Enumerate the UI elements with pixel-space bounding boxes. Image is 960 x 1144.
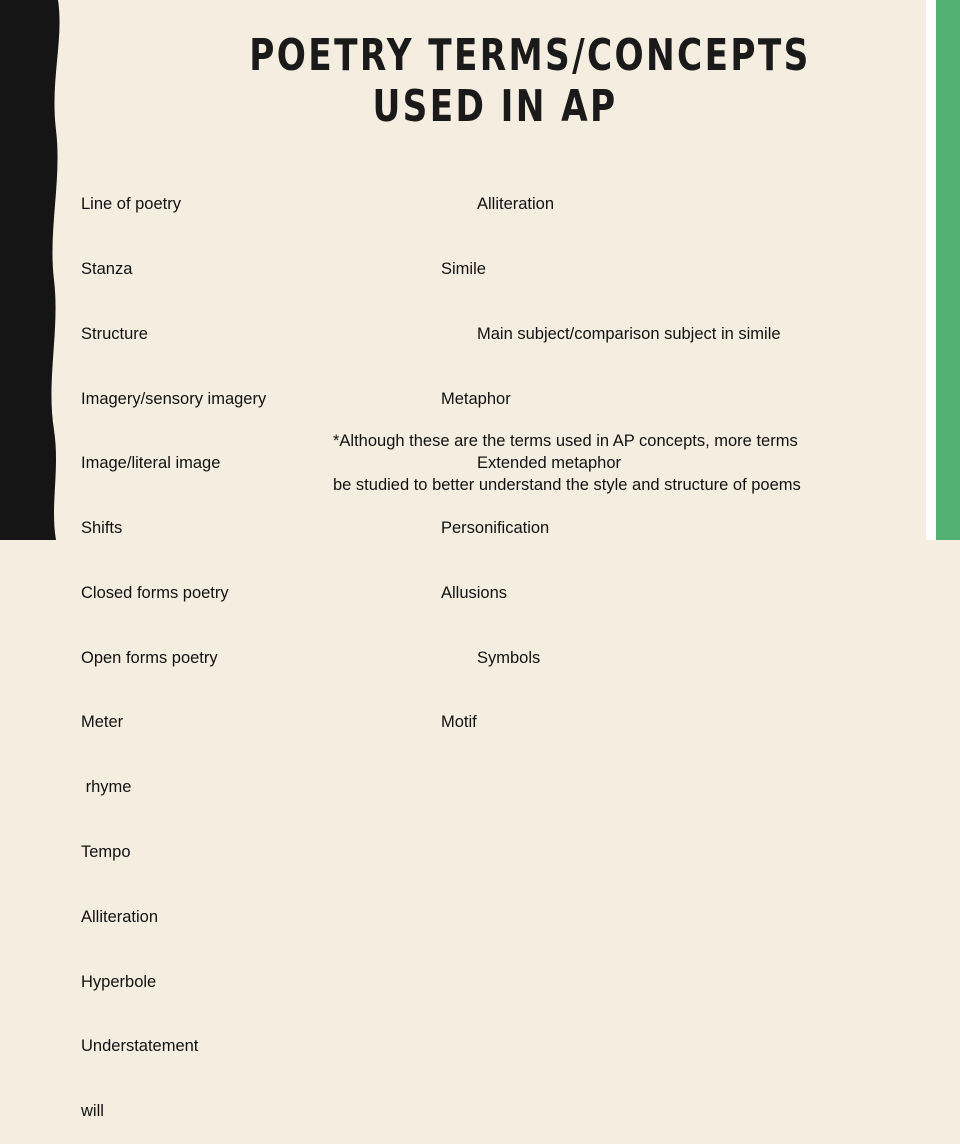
list-item: Hyperbole <box>81 972 157 991</box>
list-item: rhyme <box>81 778 132 797</box>
list-item: Image/literal image <box>81 454 221 473</box>
list-item: Motif <box>441 713 477 732</box>
left-decorative-border <box>0 0 80 540</box>
list-item: Line of poetry <box>81 195 181 214</box>
list-item: Meter <box>81 713 124 732</box>
title-line-2: USED IN AP <box>372 81 618 132</box>
list-item: Main subject/comparison subject in simile <box>477 324 781 343</box>
list-item: Shifts <box>81 519 123 538</box>
list-item: will <box>81 1102 104 1121</box>
list-item: Alliteration <box>477 195 555 214</box>
right-edge-gap <box>926 0 936 540</box>
footnote <box>333 432 801 497</box>
footnote-line-1: *Although these are the terms used in AP concepts, more terms <box>333 432 798 450</box>
list-item: Understatement <box>81 1037 199 1056</box>
list-item: Allusions <box>441 583 508 602</box>
list-item: Simile <box>441 259 486 278</box>
list-item: Alliteration <box>81 907 159 926</box>
list-item: Open forms poetry <box>81 648 218 667</box>
list-item: Stanza <box>81 259 133 278</box>
list-item: Personification <box>441 519 550 538</box>
title-line-1: POETRY TERMS/CONCEPTS <box>249 30 811 81</box>
list-item: Structure <box>81 324 148 343</box>
list-item: Tempo <box>81 843 131 861</box>
list-item: Metaphor <box>441 389 511 408</box>
slide-title <box>249 30 811 132</box>
list-item: Closed forms poetry <box>81 583 229 602</box>
list-item: Imagery/sensory imagery <box>81 389 267 408</box>
list-item: Extended metaphor <box>477 454 622 473</box>
left-term-list <box>81 151 266 1144</box>
footnote-line-2: be studied to better understand the style and structure of poems <box>333 475 801 494</box>
right-accent-bar <box>936 0 960 540</box>
list-item: Symbols <box>477 648 541 667</box>
